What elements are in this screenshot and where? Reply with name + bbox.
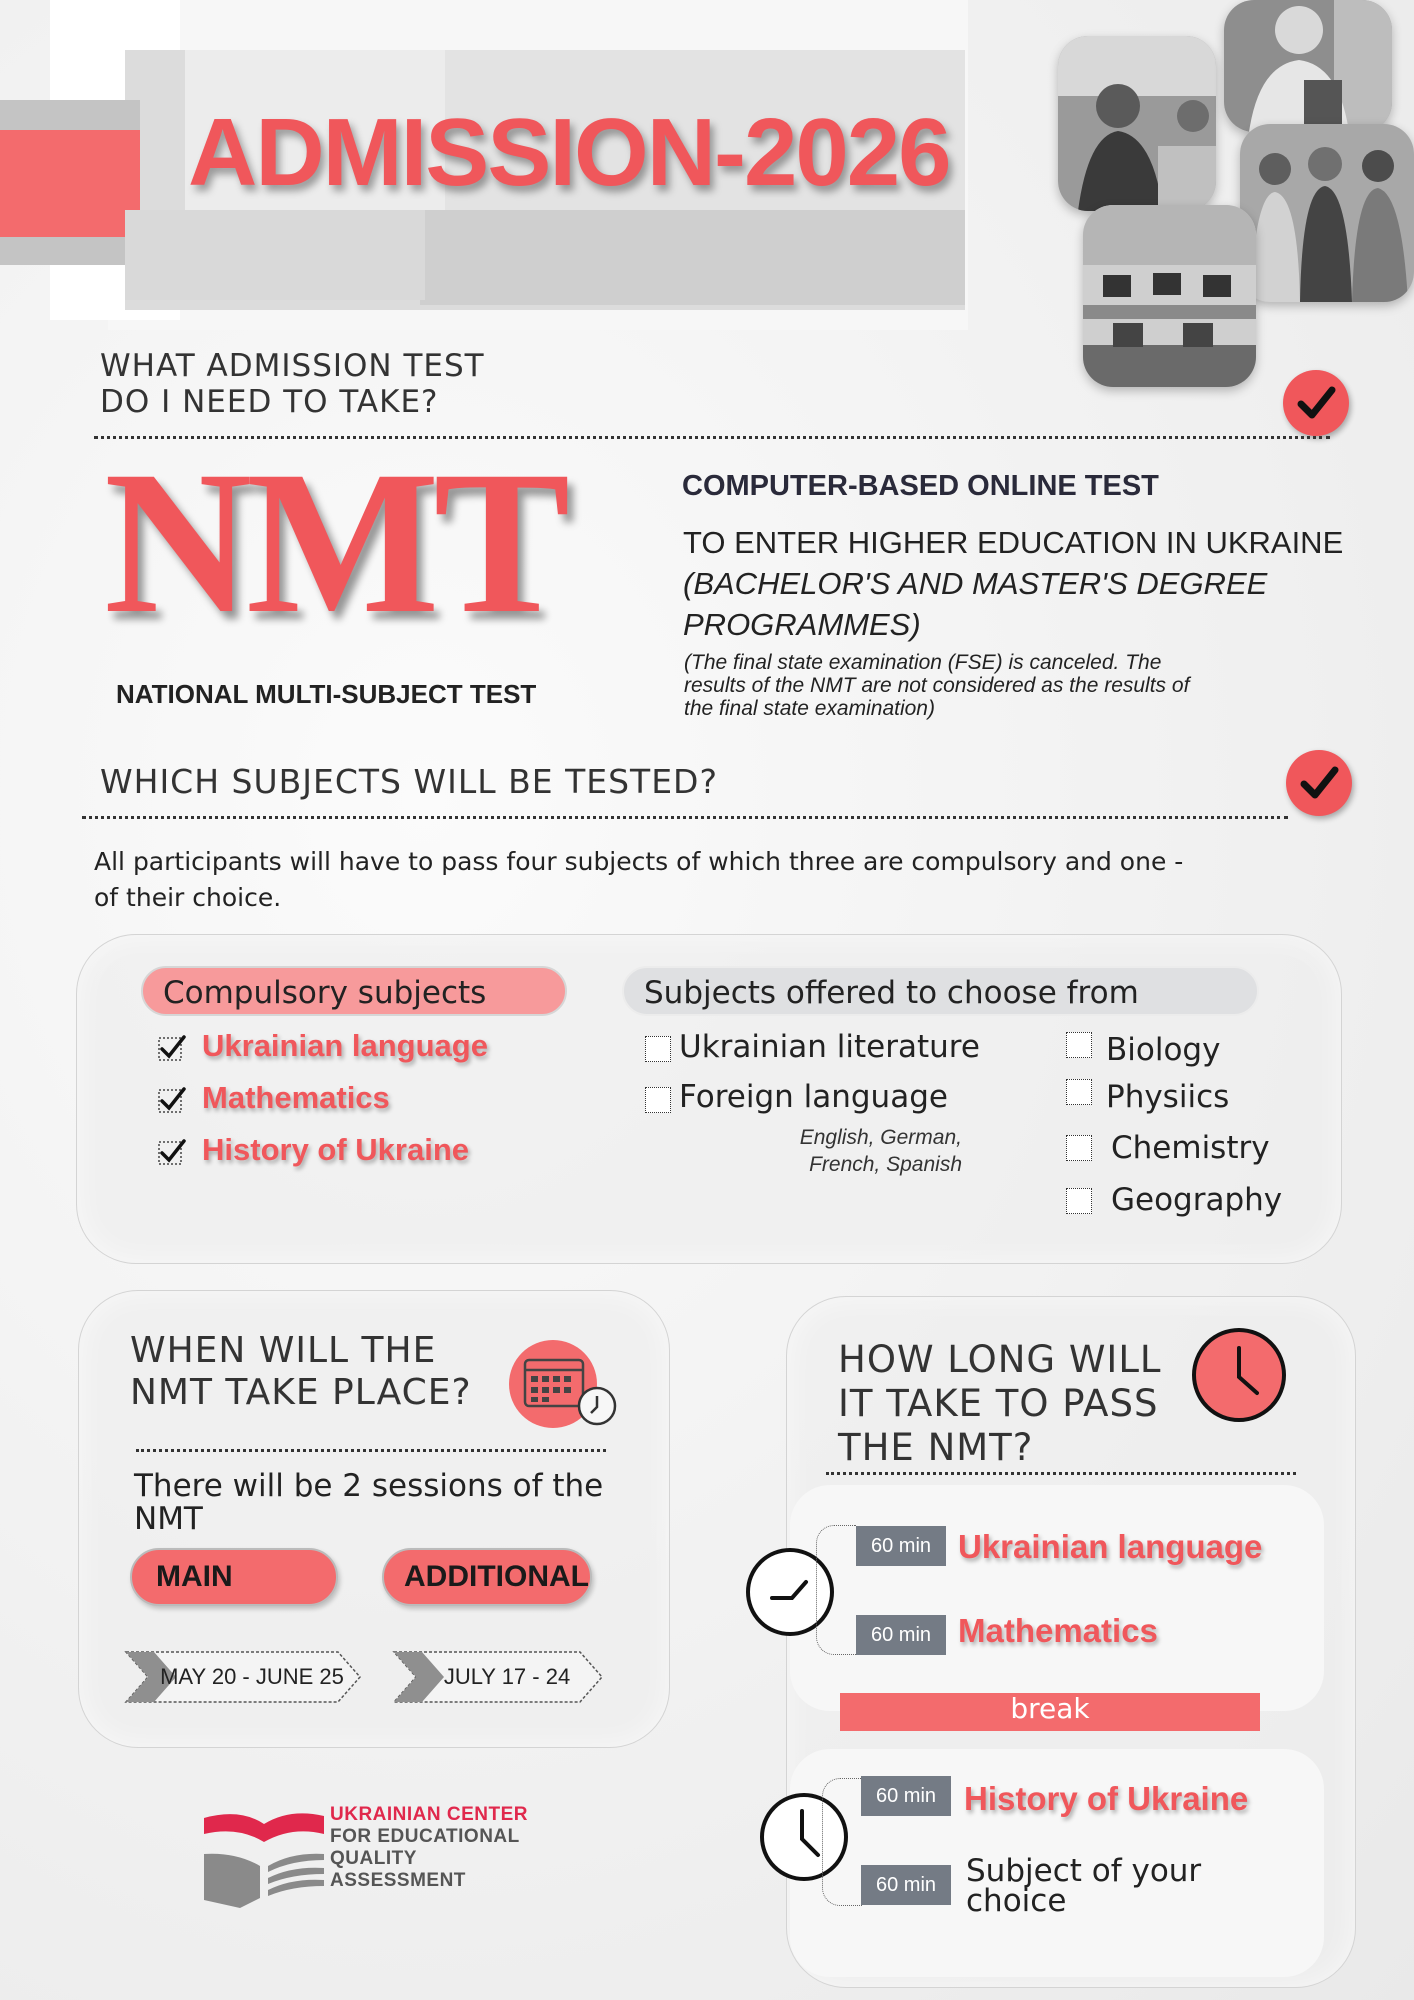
optional-subject: Chemistry (1111, 1130, 1270, 1166)
checkbox-icon (1066, 1032, 1092, 1058)
optional-subject: Geography (1111, 1182, 1283, 1218)
divider (826, 1472, 1296, 1475)
divider (136, 1449, 606, 1452)
optional-label: Subjects offered to choose from (622, 966, 1259, 1016)
check-icon (1286, 750, 1352, 816)
photo-classroom (1083, 205, 1256, 387)
section-duration-heading: HOW LONG WILL IT TAKE TO PASS THE NMT? (838, 1338, 1162, 1469)
sessions-text: There will be 2 sessions of the NMT (134, 1468, 604, 1537)
page-title: ADMISSION-2026 (188, 99, 950, 206)
additional-session-badge: ADDITIONAL (382, 1548, 592, 1606)
compulsory-subject: Mathematics (202, 1080, 390, 1115)
checked-box-icon (158, 1086, 186, 1114)
subjects-intro: All participants will have to pass four subjects of which three are compulsory and one - of their choice. (94, 847, 1184, 912)
compulsory-label: Compulsory subjects (141, 966, 567, 1016)
checked-box-icon (158, 1138, 186, 1166)
time-badge: 60 min (856, 1526, 946, 1566)
test-type: COMPUTER-BASED ONLINE TEST (682, 470, 1159, 502)
checked-box-icon (158, 1034, 186, 1062)
timed-subject-choice: Subject of your choice (966, 1853, 1202, 1919)
ucequa-logo-text: UKRAINIAN CENTER FOR EDUCATIONAL QUALITY ASSESSMENT (330, 1804, 528, 1891)
additional-dates-tag: JULY 17 - 24 (392, 1650, 604, 1704)
checkbox-icon (1066, 1135, 1092, 1161)
calendar-icon (507, 1340, 622, 1428)
section-when-heading: WHEN WILL THE NMT TAKE PLACE? (130, 1330, 472, 1414)
main-session-badge: MAIN (130, 1548, 338, 1606)
optional-subject: Physiics (1106, 1079, 1230, 1115)
compulsory-subject: History of Ukraine (202, 1132, 470, 1167)
timed-subject: Mathematics (958, 1612, 1158, 1649)
section-test-heading: WHAT ADMISSION TEST DO I NEED TO TAKE? (100, 348, 485, 421)
timed-subject: History of Ukraine (964, 1780, 1249, 1817)
section-subjects-heading: WHICH SUBJECTS WILL BE TESTED? (100, 762, 718, 801)
time-badge: 60 min (856, 1615, 946, 1655)
test-purpose: TO ENTER HIGHER EDUCATION IN UKRAINE (BACHELOR'S AND MASTER'S DEGREE PROGRAMMES) (683, 525, 1344, 642)
foreign-languages-note: English, German, French, Spanish (799, 1126, 962, 1176)
nmt-full-name: NATIONAL MULTI-SUBJECT TEST (116, 679, 537, 709)
photo-student-books (1224, 0, 1392, 132)
fse-note: (The final state examination (FSE) is canceled. The results of the NMT are not considered as the results of the final state examination) (684, 651, 1190, 720)
checkbox-icon (1066, 1079, 1092, 1105)
connector (816, 1525, 856, 1655)
optional-subject: Foreign language (679, 1079, 948, 1115)
checkbox-icon (1066, 1188, 1092, 1214)
duration-block-1 (790, 1485, 1324, 1711)
optional-subject: Ukrainian literature (679, 1029, 980, 1065)
photo-students-group (1240, 124, 1414, 302)
main-dates-tag: MAY 20 - JUNE 25 (124, 1650, 362, 1704)
timed-subject: Ukrainian language (958, 1528, 1263, 1565)
break-bar: break (840, 1693, 1260, 1731)
check-icon (1283, 370, 1349, 436)
time-badge: 60 min (861, 1776, 951, 1816)
photo-interview (1058, 36, 1216, 211)
compulsory-subject: Ukrainian language (202, 1028, 488, 1063)
clock-icon (1190, 1326, 1288, 1424)
connector (822, 1778, 862, 1906)
nmt-acronym: NMT (104, 429, 565, 656)
checkbox-icon (645, 1087, 671, 1113)
optional-subject: Biology (1106, 1032, 1221, 1068)
time-badge: 60 min (861, 1865, 951, 1905)
divider (82, 816, 1288, 819)
checkbox-icon (645, 1036, 671, 1062)
ucequa-logo-icon (200, 1804, 328, 1910)
